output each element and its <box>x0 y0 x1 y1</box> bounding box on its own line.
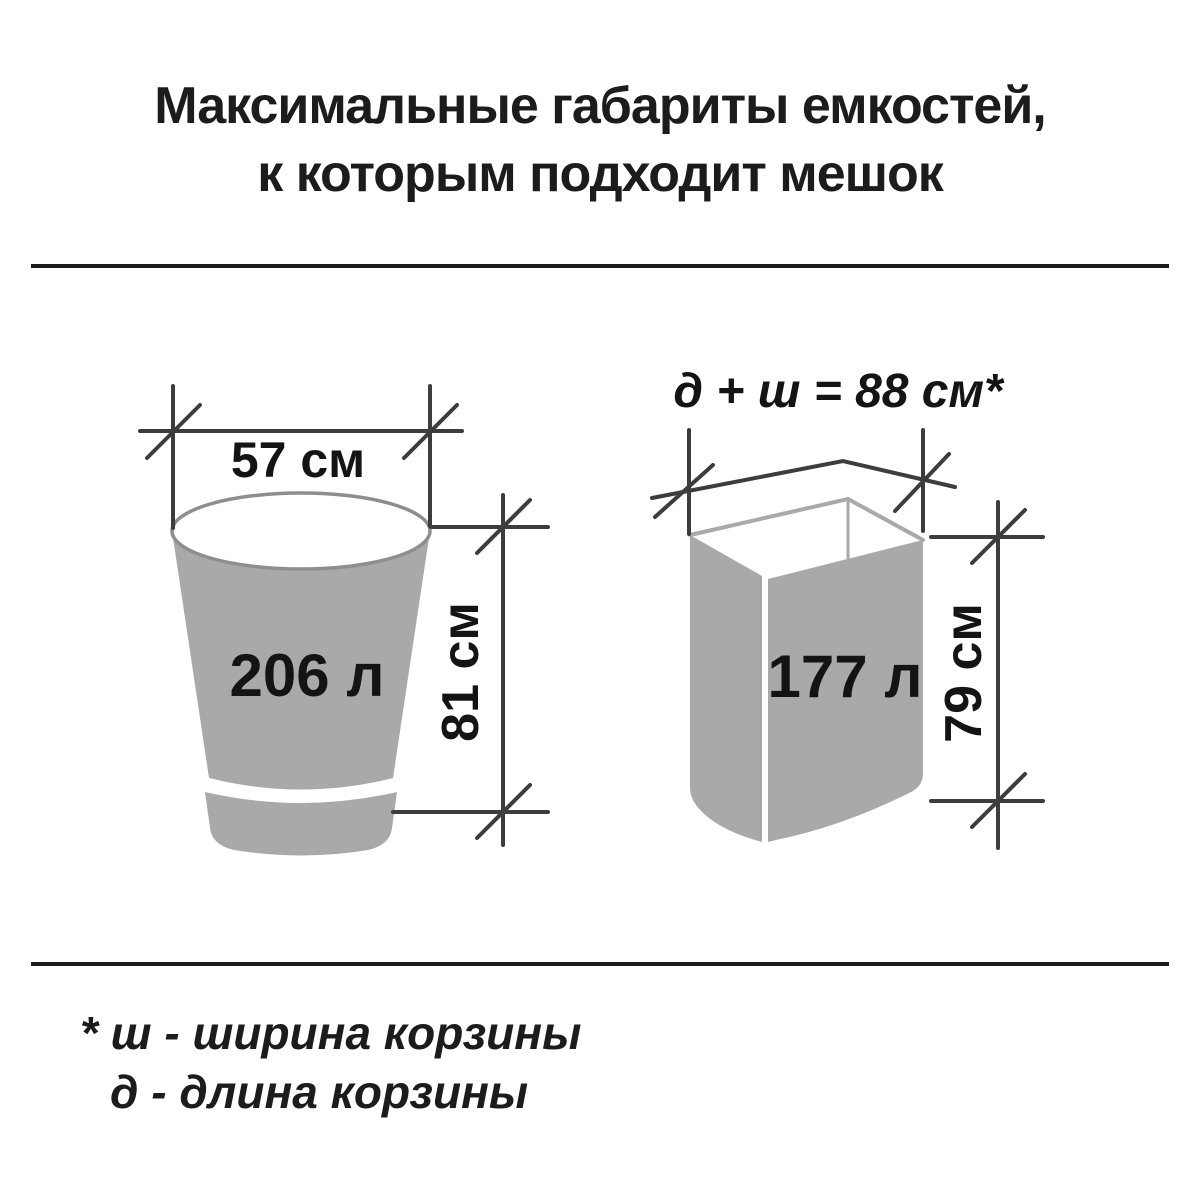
footnote <box>80 1004 581 1122</box>
basket-volume-label: 177 л <box>767 643 923 710</box>
basket-formula-label: д + ш = 88 см* <box>673 365 1003 418</box>
page-title-line1: Максимальные габариты емкостей, <box>154 77 1046 135</box>
bucket-figure <box>140 386 548 856</box>
bucket-opening-ellipse <box>172 493 430 569</box>
tick-mark <box>655 465 713 517</box>
bucket-base <box>205 792 397 856</box>
bucket-volume-label: 206 л <box>229 642 385 709</box>
footnote-line1: * ш - ширина корзины <box>80 1007 582 1059</box>
basket-height-label: 79 см <box>935 603 993 743</box>
bucket-width-label: 57 см <box>230 432 366 488</box>
basket-height-dimension <box>931 502 1043 848</box>
basket-figure <box>652 365 1043 848</box>
footnote-line2: д - длина корзины <box>110 1066 529 1118</box>
basket-left-face <box>690 535 762 842</box>
page-title-line2: к которым подходит мешок <box>257 145 943 203</box>
bucket-height-label: 81 см <box>432 602 490 742</box>
